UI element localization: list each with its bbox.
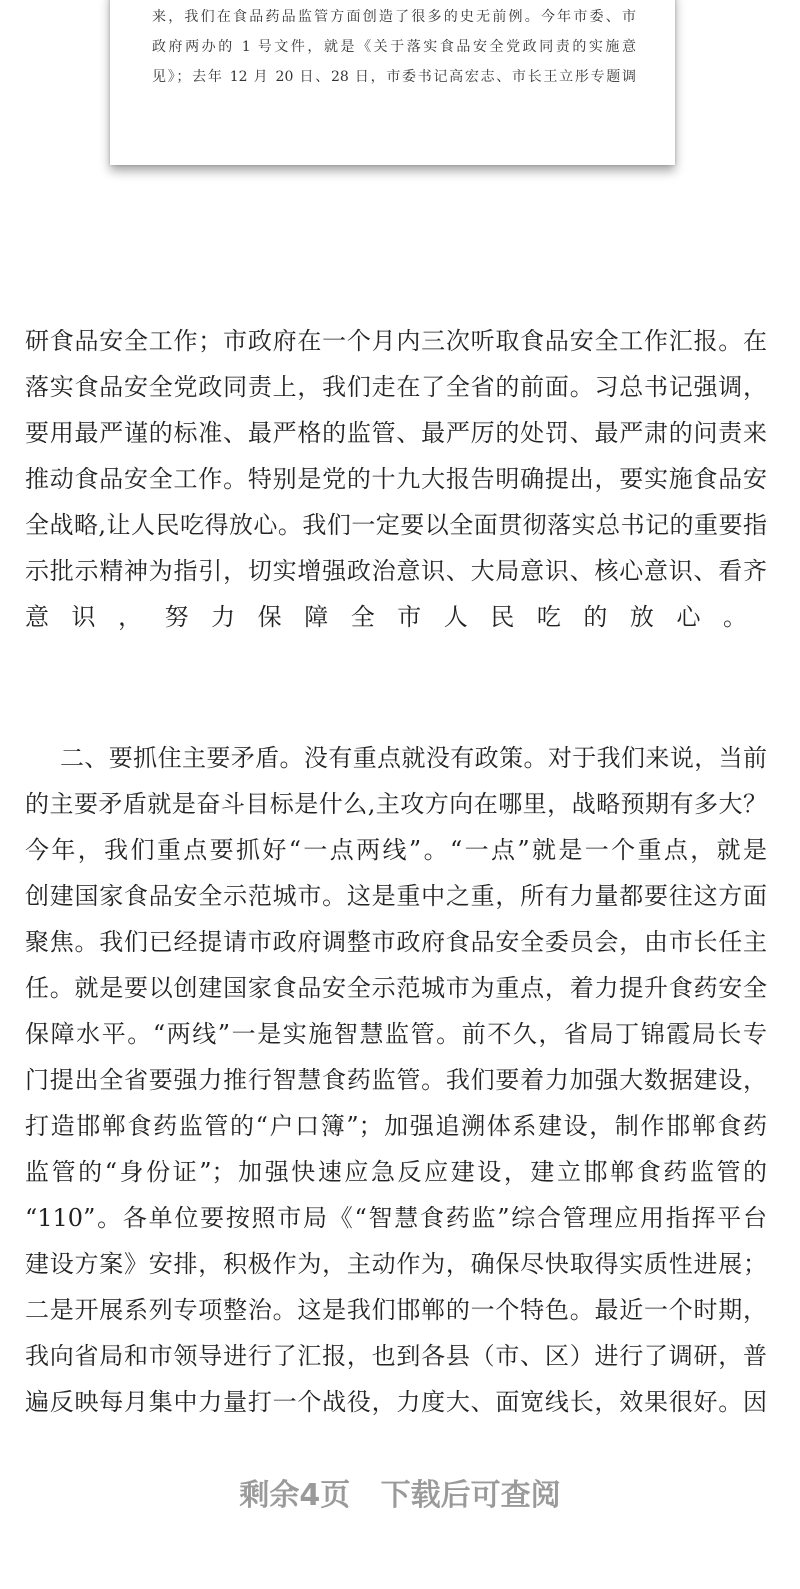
text-line: 我向省局和市领导进行了汇报，也到各县（市、区）进行了调研，普: [25, 1342, 767, 1370]
card-text-line: 见》；去年 12 月 20 日、28 日，市委书记高宏志、市长王立彤专题调: [152, 69, 636, 85]
card-text-line: 来，我们在食品药品监管方面创造了很多的史无前例。今年市委、市: [152, 9, 636, 25]
text-line: 二、要抓住主要矛盾。没有重点就没有政策。对于我们来说，当前: [60, 744, 767, 772]
text-line: 研食品安全工作；市政府在一个月内三次听取食品安全工作汇报。在: [25, 327, 767, 355]
text-line: 要用最严谨的标准、最严格的监管、最严厉的处罚、最严肃的问责来: [25, 419, 767, 447]
text-line: 打造邯郸食药监管的“户口簿”；加强追溯体系建设，制作邯郸食药: [25, 1112, 767, 1140]
text-line: 全战略,让人民吃得放心。我们一定要以全面贯彻落实总书记的重要指: [25, 511, 767, 539]
text-line: 任。就是要以创建国家食品安全示范城市为重点，着力提升食药安全: [25, 974, 767, 1002]
text-line: 创建国家食品安全示范城市。这是重中之重，所有力量都要往这方面: [25, 882, 767, 910]
text-line: 今年，我们重点要抓好“一点两线”。“一点”就是一个重点，就是: [25, 836, 767, 864]
preview-page-card: [110, 0, 675, 165]
text-line: 保障水平。“两线”一是实施智慧监管。前不久，省局丁锦霞局长专: [25, 1020, 767, 1048]
remaining-pages-download-prompt[interactable]: 剩余4页 下载后可查阅: [239, 1478, 561, 1513]
text-line: 意识，努力保障全市人民吃的放心。: [25, 603, 767, 631]
card-text-line: 政府两办的 1 号文件，就是《关于落实食品安全党政同责的实施意: [152, 39, 636, 55]
text-line: 监管的“身份证”；加强快速应急反应建设，建立邯郸食药监管的: [25, 1158, 767, 1186]
text-line: 建设方案》安排，积极作为，主动作为，确保尽快取得实质性进展；: [25, 1250, 767, 1278]
text-line: “110”。各单位要按照市局《“智慧食药监”综合管理应用指挥平台: [25, 1204, 767, 1232]
text-line: 推动食品安全工作。特别是党的十九大报告明确提出，要实施食品安: [25, 465, 767, 493]
text-line: 门提出全省要强力推行智慧食药监管。我们要着力加强大数据建设，: [25, 1066, 767, 1094]
text-line: 落实食品安全党政同责上，我们走在了全省的前面。习总书记强调，: [25, 373, 767, 401]
text-line: 示批示精神为指引，切实增强政治意识、大局意识、核心意识、看齐: [25, 557, 767, 585]
text-line: 的主要矛盾就是奋斗目标是什么,主攻方向在哪里，战略预期有多大？: [25, 790, 767, 818]
text-line: 聚焦。我们已经提请市政府调整市政府食品安全委员会，由市长任主: [25, 928, 767, 956]
text-line: 遍反映每月集中力量打一个战役，力度大、面宽线长，效果很好。因: [25, 1388, 767, 1416]
text-line: 二是开展系列专项整治。这是我们邯郸的一个特色。最近一个时期，: [25, 1296, 767, 1324]
